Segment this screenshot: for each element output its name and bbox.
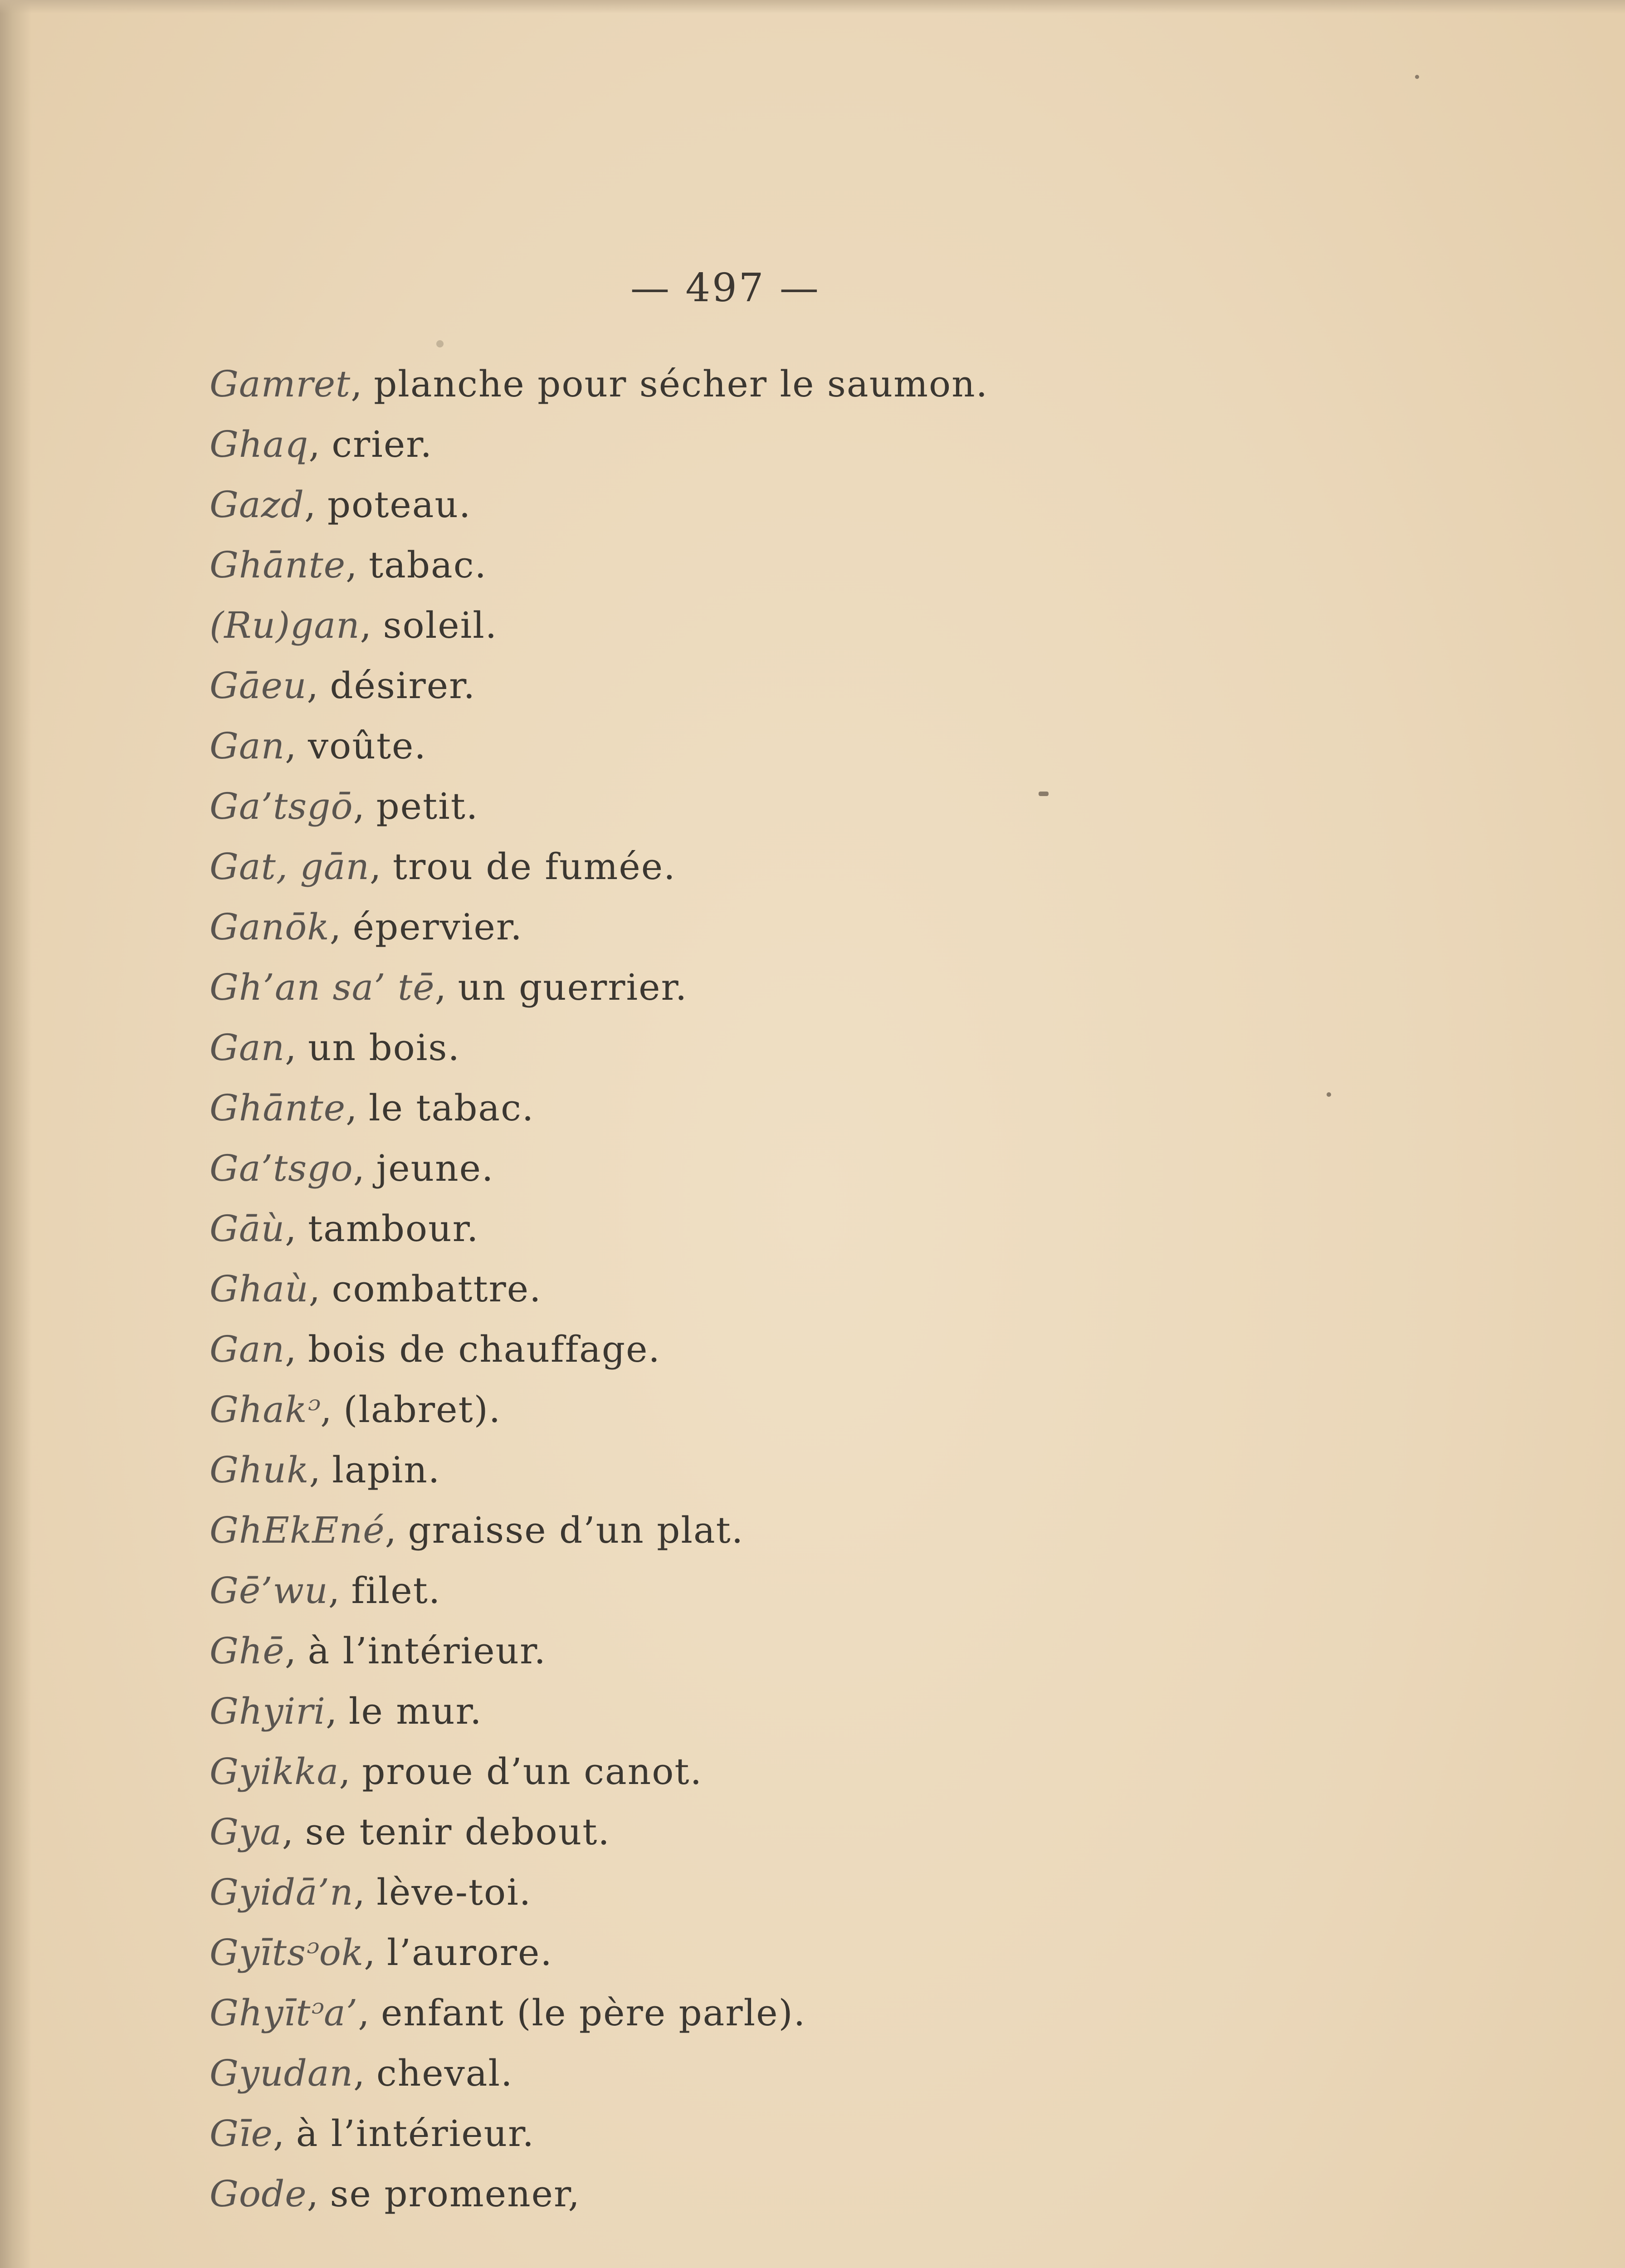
glossary-entry <box>210 474 1298 535</box>
entry-term: Gīe <box>210 2112 273 2155</box>
entry-separator: , <box>320 1388 344 1431</box>
entry-definition: (labret). <box>343 1388 502 1431</box>
entry-term: Gode <box>210 2173 307 2215</box>
entry-separator: , <box>304 484 327 526</box>
entry-definition: combattre. <box>332 1268 542 1310</box>
glossary-entry <box>210 414 1298 474</box>
glossary-entry <box>210 1500 1298 1560</box>
entry-separator: , <box>346 1087 369 1129</box>
entry-definition: un guerrier. <box>458 966 688 1008</box>
paper-speck <box>436 340 444 347</box>
entry-definition: désirer. <box>330 665 476 707</box>
paper-speck <box>1415 75 1419 79</box>
entry-definition: planche pour sécher le saumon. <box>374 363 989 405</box>
page-number: — 497 — <box>630 265 820 311</box>
glossary-entry <box>210 1259 1298 1319</box>
entry-definition: se promener, <box>330 2173 581 2215</box>
glossary-entry <box>210 1198 1298 1259</box>
entry-term: Gyudan <box>210 2052 354 2094</box>
glossary-entry <box>210 1922 1298 1983</box>
page-top-edge <box>0 0 1625 14</box>
entry-separator: , <box>308 423 332 465</box>
entry-definition: lapin. <box>332 1449 441 1491</box>
entry-separator: , <box>346 544 369 586</box>
entry-separator: , <box>339 1750 362 1793</box>
entry-definition: tabac. <box>369 544 487 586</box>
entry-separator: , <box>353 1147 376 1189</box>
entry-definition: enfant (le père parle). <box>381 1992 806 2034</box>
entry-separator: , <box>360 604 383 646</box>
glossary-entry <box>210 1621 1298 1681</box>
entry-definition: tambour. <box>307 1207 479 1250</box>
entry-separator: , <box>353 785 376 827</box>
entry-definition: proue d’un canot. <box>362 1750 703 1793</box>
entry-separator: , <box>353 1871 377 1913</box>
entry-term: Ghē <box>210 1630 285 1672</box>
entry-definition: le tabac. <box>369 1087 535 1129</box>
entry-term: Gāeu <box>210 665 307 707</box>
glossary-entry <box>210 535 1298 595</box>
entry-definition: un bois. <box>307 1026 460 1069</box>
entry-separator: , <box>307 2173 330 2215</box>
glossary-entry <box>210 595 1298 655</box>
entry-definition: poteau. <box>327 484 472 526</box>
entry-term: Ga’tsgō <box>210 785 353 827</box>
glossary-entry <box>210 1138 1298 1198</box>
glossary-entry <box>210 1741 1298 1802</box>
entry-definition: bois de chauffage. <box>307 1328 661 1370</box>
entry-separator: , <box>351 363 374 405</box>
glossary-entry <box>210 1802 1298 1862</box>
entry-separator: , <box>308 1268 332 1310</box>
entry-definition: filet. <box>351 1569 441 1612</box>
entry-definition: soleil. <box>383 604 498 646</box>
entry-definition: lève-toi. <box>376 1871 532 1913</box>
entry-term: Ghaq <box>210 423 309 465</box>
entry-definition: épervier. <box>352 906 523 948</box>
entry-term: Gh’an sa’ tē <box>210 966 435 1008</box>
entry-definition: à l’intérieur. <box>296 2112 535 2155</box>
entry-definition: graisse d’un plat. <box>408 1509 744 1551</box>
entry-separator: , <box>285 725 308 767</box>
entry-separator: , <box>364 1931 387 1974</box>
entry-term: GhEkEné <box>210 1509 385 1551</box>
glossary-entry <box>210 776 1298 836</box>
entry-definition: crier. <box>332 423 433 465</box>
entry-term: Ghānte <box>210 544 346 586</box>
entry-term: Ghuk <box>210 1449 309 1491</box>
entry-term: Gāù <box>210 1207 285 1250</box>
entry-definition: cheval. <box>376 2052 513 2094</box>
entry-separator: , <box>328 1569 351 1612</box>
entry-term: Gazd <box>210 484 304 526</box>
entry-term: (Ru)gan <box>210 604 360 646</box>
entry-separator: , <box>326 1690 349 1732</box>
entry-separator: , <box>285 1026 308 1069</box>
glossary-entry <box>210 2164 1298 2224</box>
entry-term: Gan <box>210 1026 285 1069</box>
entry-term: Gan <box>210 725 285 767</box>
entry-term: Ghyītᵓa’ <box>210 1992 358 2034</box>
entry-definition: le mur. <box>348 1690 483 1732</box>
entry-definition: petit. <box>376 785 479 827</box>
entry-term: Gyidā’n <box>210 1871 354 1913</box>
glossary-entry <box>210 2043 1298 2103</box>
glossary-entry <box>210 836 1298 897</box>
entry-term: Ghyiri <box>210 1690 326 1732</box>
entry-term: Gamret <box>210 363 351 405</box>
page-left-edge <box>0 0 32 2268</box>
entry-definition: se tenir debout. <box>305 1811 610 1853</box>
entry-separator: , <box>370 846 393 888</box>
entry-separator: , <box>329 906 353 948</box>
entry-separator: , <box>273 2112 296 2155</box>
entry-separator: , <box>309 1449 332 1491</box>
entry-term: Ga’tsgo <box>210 1147 353 1189</box>
entry-separator: , <box>434 966 458 1008</box>
glossary-entry <box>210 1681 1298 1741</box>
entry-term: Gyītsᵓok <box>210 1931 364 1974</box>
glossary-list <box>210 354 1298 2224</box>
entry-separator: , <box>385 1509 408 1551</box>
entry-term: Ganōk <box>210 906 330 948</box>
entry-separator: , <box>353 2052 376 2094</box>
glossary-entry <box>210 354 1298 414</box>
glossary-entry <box>210 655 1298 716</box>
glossary-entry <box>210 1440 1298 1500</box>
entry-term: Ghaù <box>210 1268 309 1310</box>
glossary-entry <box>210 1078 1298 1138</box>
entry-term: Ghakᵓ <box>210 1388 321 1431</box>
glossary-entry <box>210 1319 1298 1379</box>
entry-separator: , <box>285 1328 308 1370</box>
entry-term: Gya <box>210 1811 282 1853</box>
entry-separator: , <box>284 1630 308 1672</box>
entry-separator: , <box>282 1811 305 1853</box>
glossary-entry <box>210 897 1298 957</box>
entry-term: Gyikka <box>210 1750 339 1793</box>
entry-term: Gan <box>210 1328 285 1370</box>
entry-separator: , <box>358 1992 381 2034</box>
entry-separator: , <box>285 1207 308 1250</box>
glossary-entry <box>210 1017 1298 1078</box>
glossary-entry <box>210 1862 1298 1922</box>
entry-term: Ghānte <box>210 1087 346 1129</box>
entry-definition: trou de fumée. <box>392 846 676 888</box>
glossary-entry <box>210 2103 1298 2164</box>
glossary-entry <box>210 1560 1298 1621</box>
paper-speck <box>1327 1092 1331 1097</box>
glossary-entry <box>210 716 1298 776</box>
entry-definition: l’aurore. <box>387 1931 553 1974</box>
entry-definition: à l’intérieur. <box>307 1630 547 1672</box>
entry-definition: voûte. <box>307 725 427 767</box>
glossary-entry <box>210 1379 1298 1440</box>
entry-definition: jeune. <box>376 1147 494 1189</box>
entry-term: Gat, gān <box>210 846 370 888</box>
entry-separator: , <box>307 665 330 707</box>
entry-term: Gē’wu <box>210 1569 328 1612</box>
glossary-entry <box>210 1983 1298 2043</box>
glossary-entry <box>210 957 1298 1017</box>
